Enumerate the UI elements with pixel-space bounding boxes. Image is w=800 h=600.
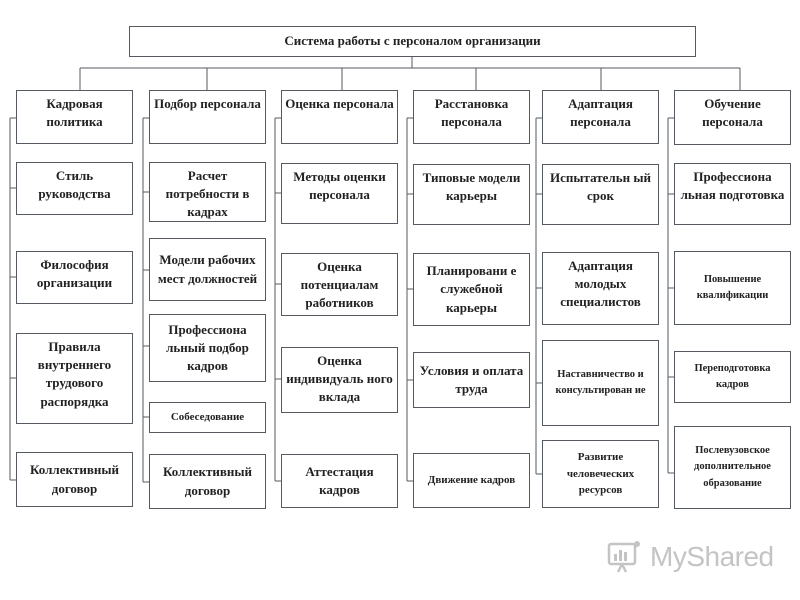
col1-item-4: Коллективный договор [16,452,133,507]
col1-item-1: Стиль руководства [16,162,133,215]
col1-item-2: Философия организации [16,251,133,304]
col6-item-2: Повышение квалификации [674,251,791,325]
col3-item-2: Оценка потенциалам работников [281,253,398,316]
col5-header: Адаптация персонала [542,90,659,144]
col2-item-5: Коллективный договор [149,454,266,509]
col5-item-4: Развитие человеческих ресурсов [542,440,659,508]
col4-item-4: Движение кадров [413,453,530,508]
col6-item-4: Послевузовское дополнительное образование [674,426,791,509]
col2-item-1: Расчет потребности в кадрах [149,162,266,222]
col2-item-2: Модели рабочих мест должностей [149,238,266,301]
col4-header: Расстановка персонала [413,90,530,144]
col1-header: Кадровая политика [16,90,133,144]
myshared-watermark [606,537,774,577]
col4-item-3: Условия и оплата труда [413,352,530,408]
col5-item-2: Адаптация молодых специалистов [542,252,659,325]
col6-header: Обучение персонала [674,90,791,145]
col2-header: Подбор персонала [149,90,266,144]
myshared-logo-icon [606,538,644,576]
col4-item-2: Планировани е служебной карьеры [413,253,530,326]
watermark-text: MyShared [650,541,774,572]
col5-item-3: Наставничество и консультирован ие [542,340,659,426]
col2-item-4: Собеседование [149,402,266,433]
col2-item-3: Профессиона льный подбор кадров [149,314,266,382]
col3-header: Оценка персонала [281,90,398,144]
col4-item-1: Типовые модели карьеры [413,164,530,225]
col6-item-1: Профессиона льная подготовка [674,163,791,225]
col5-item-1: Испытательн ый срок [542,164,659,225]
col3-item-3: Оценка индивидуаль ного вклада [281,347,398,413]
col6-item-3: Переподготовка кадров [674,351,791,403]
diagram-title: Система работы с персоналом организации [129,26,696,57]
col3-item-1: Методы оценки персонала [281,163,398,224]
col3-item-4: Аттестация кадров [281,454,398,508]
col1-item-3: Правила внутреннего трудового распорядка [16,333,133,424]
